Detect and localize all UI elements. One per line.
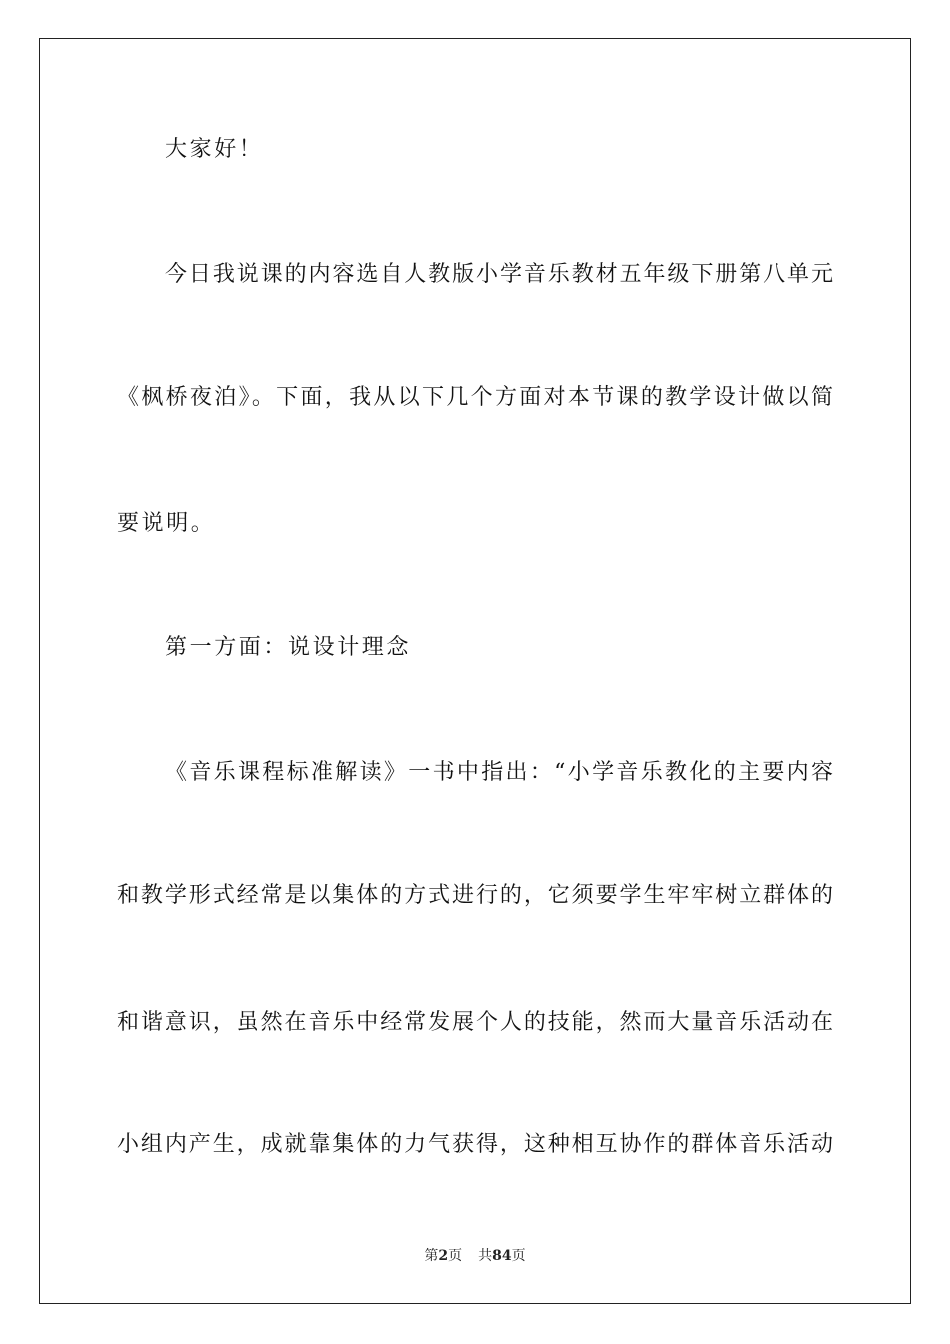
page-footer bbox=[0, 1247, 950, 1265]
section-heading: 第一方面：说设计理念 bbox=[165, 635, 412, 660]
paragraph-line: 《枫桥夜泊》。下面，我从以下几个方面对本节课的教学设计做以简 bbox=[117, 385, 833, 410]
page-prefix: 第 bbox=[424, 1248, 439, 1264]
page-suffix: 页 bbox=[448, 1248, 463, 1264]
page-border bbox=[39, 38, 911, 1304]
greeting-line: 大家好！ bbox=[165, 137, 264, 162]
paragraph-line: 《音乐课程标准解读》一书中指出：“小学音乐教化的主要内容 bbox=[165, 760, 833, 785]
current-page-number: 2 bbox=[438, 1248, 449, 1264]
total-pages-number: 84 bbox=[492, 1248, 512, 1264]
paragraph-line: 和教学形式经常是以集体的方式进行的，它须要学生牢牢树立群体的 bbox=[117, 883, 833, 908]
paragraph-line: 要说明。 bbox=[117, 511, 216, 536]
paragraph-line: 小组内产生，成就靠集体的力气获得，这种相互协作的群体音乐活动 bbox=[117, 1132, 833, 1157]
paragraph-line: 今日我说课的内容选自人教版小学音乐教材五年级下册第八单元 bbox=[165, 262, 833, 287]
total-suffix: 页 bbox=[511, 1248, 526, 1264]
total-prefix: 共 bbox=[478, 1248, 493, 1264]
paragraph-line: 和谐意识，虽然在音乐中经常发展个人的技能，然而大量音乐活动在 bbox=[117, 1010, 833, 1035]
